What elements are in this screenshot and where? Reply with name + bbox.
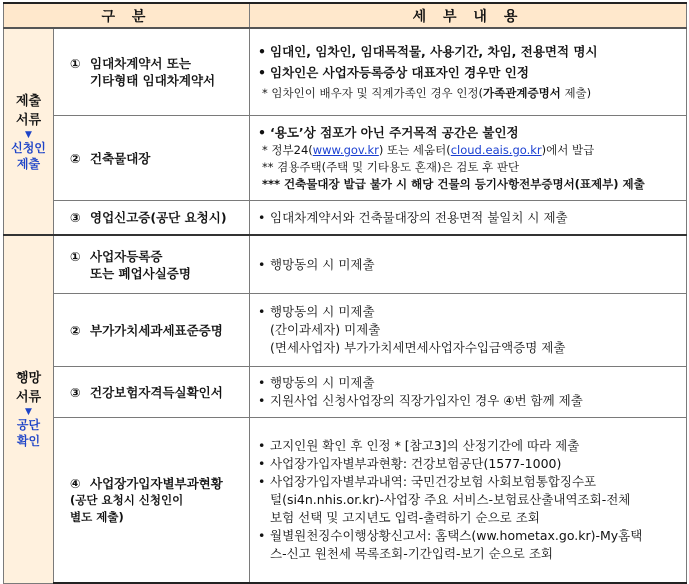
category-submit-line2: 서류 [15, 112, 42, 128]
item-workplace-premium: ④ 사업장가입자별부과현황 (공단 요청시 신청인이 별도 제출) [54, 418, 250, 584]
gov24-link[interactable]: www.gov.kr [312, 142, 379, 157]
item-vat-certificate: ② 부가가치세과세표준증명 [54, 294, 250, 367]
detail-business-report: • 임대차계약서와 건축물대장의 전용면적 불일치 시 제출 [250, 201, 687, 236]
category-submit [4, 28, 54, 235]
detail-vat-certificate: • 행망동의 시 미제출 (간이과세자) 미제출 (면세사업자) 부가가치세면세사업자수입금액증명 제출 [250, 294, 687, 367]
header-details: 세 부 내 용 [250, 3, 687, 28]
item-lease-contract: ① 임대차계약서 또는 기타형태 임대차계약서 [54, 28, 250, 116]
category-admin: 행망 서류 ▼ 공단 확인 [4, 235, 54, 583]
item-building-register: ② 건축물대장 [54, 116, 250, 201]
requirements-table [3, 2, 687, 584]
detail-workplace-premium: • 고지인원 확인 후 인정 * [참고3]의 산정기간에 따라 제출 • 사업장가입자별부과현황: 건강보험공단(1577-1000) • 사업장가입자별부과내역: 국민건강보험 사회보험통합징수포 털(si4n.nhis.or.kr)-사업장 주요 서비스-보험료산출내역조회-전체 보험 선택 및 고지년도 입력-출력하기 순으로 조회 • 월별원천징수이행상황신고서: 홈택스(ww.hometax.go.kr)-My홈택 스-신고 원천세 목록조회-기간입력-보기 순으로 조회 [250, 418, 687, 584]
detail-building-register: • ‘용도’상 점포가 아닌 주거목적 공간은 불인정 * 정부24(www.gov.kr) 또는 세움터(cloud.eais.go.kr)에서 발급 ** 겸용주택(주택 및 기타용도 혼재)은 검토 후 판단 *** 건축물대장 발급 불가 시 해당 건물의 등기사항전부증명서(표제부) 제출 [250, 116, 687, 201]
category-submit-sub1: 신청인 [11, 140, 46, 155]
arrow-down-icon: ▼ [25, 407, 32, 418]
arrow-down-icon: ▼ [25, 129, 32, 140]
item-health-insurance: ③ 건강보험자격득실확인서 [54, 367, 250, 418]
detail-health-insurance: • 행망동의 시 미제출 • 지원사업 신청사업장의 직장가입자인 경우 ④번 함께 제출 [250, 367, 687, 418]
detail-lease-contract: • 임대인, 임차인, 임대목적물, 사용기간, 차임, 전용면적 명시 • 임차인은 사업자등록증상 대표자인 경우만 인정 * 임차인이 배우자 및 직계가족인 경우 인정(가족관계증명서 제출) [250, 28, 687, 116]
header-category: 구 분 [4, 3, 250, 28]
detail-business-registration: • 행망동의 시 미제출 [250, 235, 687, 294]
item-business-registration: ① 사업자등록증 또는 폐업사실증명 [54, 235, 250, 294]
category-submit-sub2: 제출 [16, 156, 41, 171]
item-business-report: ③ 영업신고증(공단 요청시) [54, 201, 250, 236]
eais-link[interactable]: cloud.eais.go.kr [450, 142, 542, 157]
category-submit-line1: 제출 [15, 93, 42, 109]
